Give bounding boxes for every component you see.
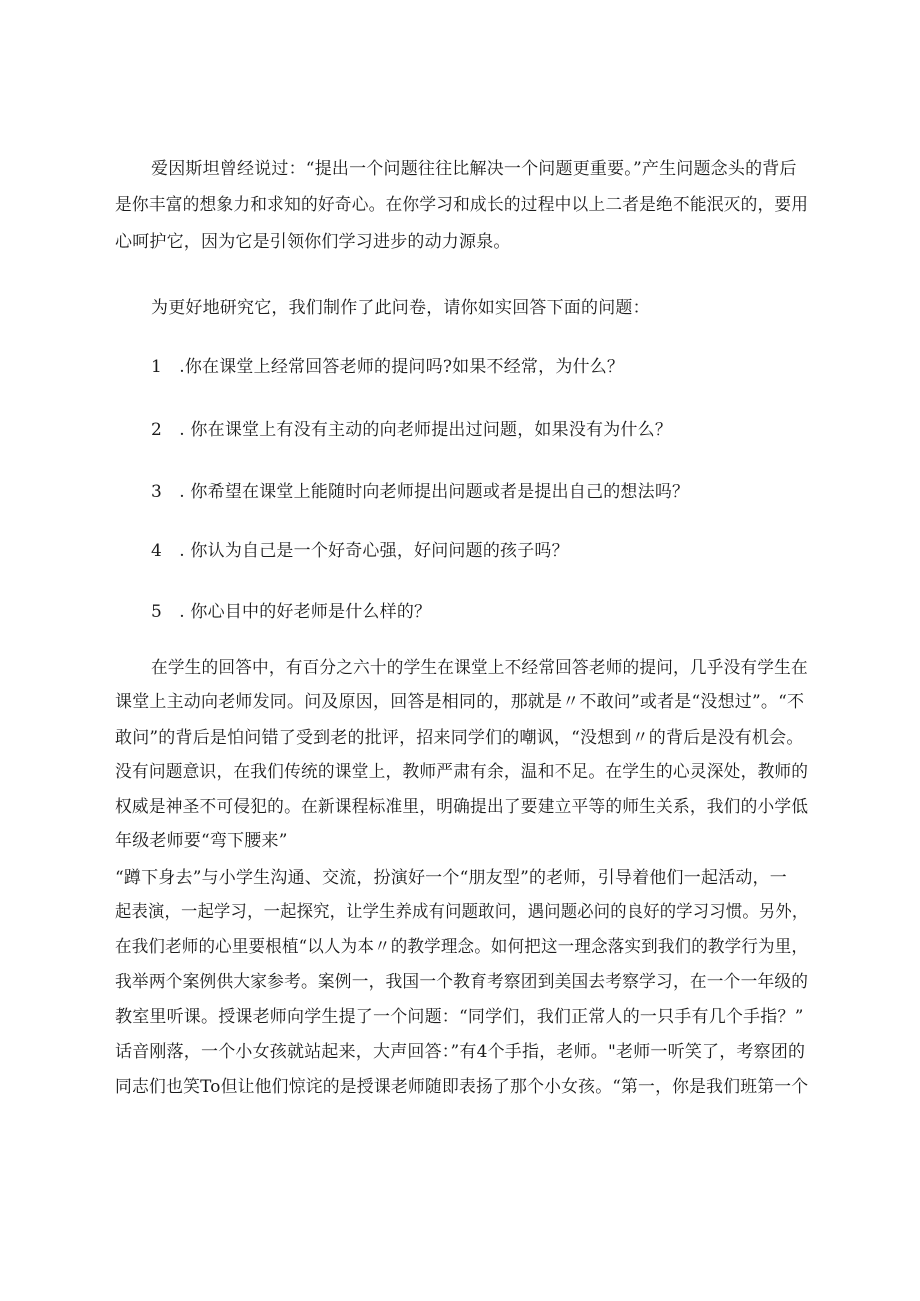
paragraph-3-line-6: 年级老师要“弯下腰来” [115,831,288,851]
paragraph-1-line-3: 心呵护它，因为它是引领你们学习进步的动力源泉。 [115,232,511,252]
paragraph-4-line-3: 在我们老师的心里要根植“以人为本〃的教学理念。如何把这一理念落实到我们的教学行为里， [115,937,809,957]
paragraph-4-line-1: “蹲下身去”与小学生沟通、交流，扮演好一个“朋友型”的老师，引导着他们一起活动，一 [115,868,787,888]
question-1: 1 .你在课堂上经常回答老师的提问吗?如果不经常，为什么？ [151,357,625,377]
paragraph-1-line-2: 是你丰富的想象力和求知的好奇心。在你学习和成长的过程中以上二者是绝不能泯灭的，要用 [115,195,809,215]
paragraph-1-line-1: 爱因斯坦曾经说过：“提出一个问题往往比解决一个问题更重要。”产生问题念头的背后 [151,159,797,179]
paragraph-4-line-4: 我举两个案例供大家参考。案例一，我国一个教育考察团到美国去考察学习，在一个一年级的 [115,972,809,992]
question-5: 5 . 你心目中的好老师是什么样的？ [151,602,432,622]
paragraph-3-line-5: 权威是神圣不可侵犯的。在新课程标准里，明确提出了要建立平等的师生关系，我们的小学低 [115,797,809,817]
question-3: 3 . 你希望在课堂上能随时向老师提出问题或者是提出自己的想法吗？ [151,482,690,502]
paragraph-4-line-7: 同志们也笑To但让他们惊诧的是授课老师随即表扬了那个小女孩。“第一，你是我们班第一个 [115,1077,809,1097]
paragraph-2: 为更好地研究它，我们制作了此问卷，请你如实回答下面的问题： [151,298,650,318]
question-2: 2 . 你在课堂上有没有主动的向老师提出过问题，如果没有为什么？ [151,420,673,440]
paragraph-3-line-4: 没有问题意识，在我们传统的课堂上，教师严肃有余，温和不足。在学生的心灵深处，教师的 [115,762,809,782]
paragraph-4-line-5: 教室里听课。授课老师向学生提了一个问题：“同学们，我们正常人的一只手有几个手指？” [115,1007,804,1027]
paragraph-3-line-2: 课堂上主动向老师发同。问及原因，回答是相同的，那就是〃不敢问”或者是“没想过”。“不 [115,692,805,712]
paragraph-4-line-6: 话音刚落，一个小女孩就站起来，大声回答：”有4个手指，老师。"老师一听笑了，考察团的 [115,1042,806,1062]
question-4: 4 . 你认为自己是一个好奇心强，好问问题的孩子吗？ [151,541,569,561]
paragraph-3-line-1: 在学生的回答中，有百分之六十的学生在课堂上不经常回答老师的提问，几乎没有学生在 [151,658,808,678]
paragraph-3-line-3: 敢问”的背后是怕问错了受到老的批评，招来同学们的嘲讽，“没想到〃的背后是没有机会。 [115,728,804,748]
paragraph-4-line-2: 起表演，一起学习，一起探究，让学生养成有问题敢问，遇问题必问的良好的学习习惯。另外， [115,902,809,922]
